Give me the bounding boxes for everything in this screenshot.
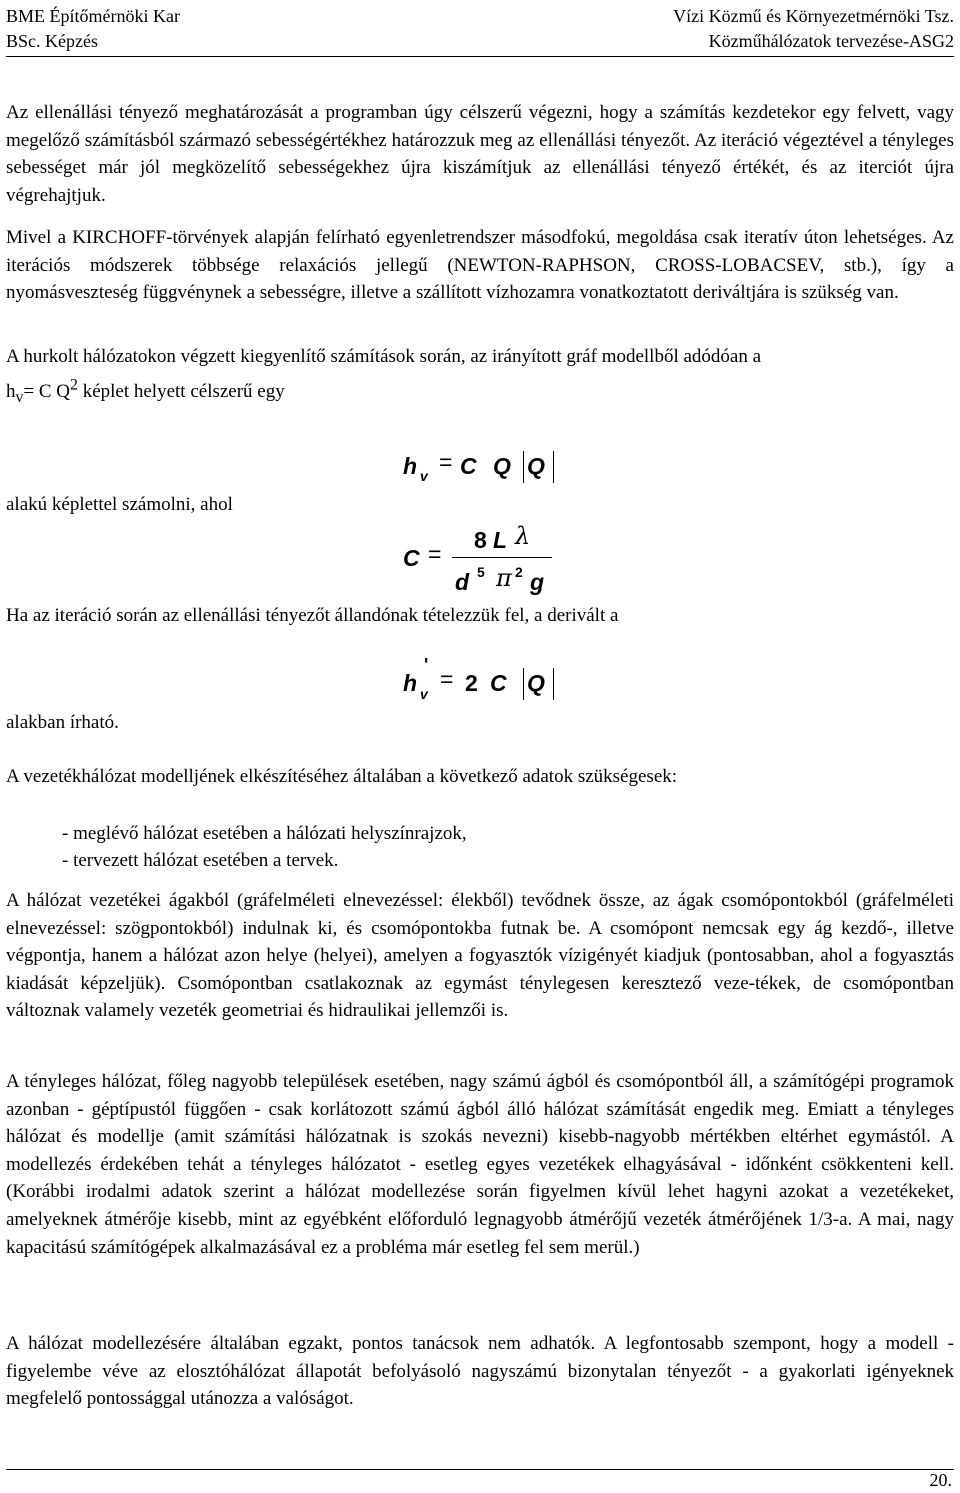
paragraph-1: Az ellenállási tényező meghatározását a programban úgy célszerű végezni, hogy a számítás kezdetekor egy felvett, vagy megelőző számításból származó sebességértékhez határozzuk meg az ellenállási tényezőt. Az iteráció végeztével a tényleges sebességet már jól megközelítő sebességekhez újra kiszámítjuk az ellenállási tényező értékét, és az iterciót újra végrehajtjuk. <box>6 102 954 206</box>
paragraph-3-line-1: A hurkolt hálózatokon végzett kiegyenlítő számítások során, az irányított gráf modellből adódóan a <box>6 346 762 367</box>
formula-1-label: alakú képlettel számolni, ahol <box>6 494 233 515</box>
page-number: 20. <box>929 1470 952 1490</box>
paragraph-7: A tényleges hálózat, főleg nagyobb települések esetében, nagy számú ágból és csomópontból áll, a számítógépi programok azonban - géptípustól függően - csak korlátozott számú ágból álló hálózat számítását engedik meg. Emiatt a tényleges hálózat és modellje (amit számítási hálózatnak is szokás nevezni) kisebb-nagyobb mértékben eltérhet egymástól. A modellezés érdekében tehát a tényleges hálózatot - esetleg egyes vezetékek elhagyásával - időnként csökkenteni kell. (Korábbi irodalmi adatok szerint a hálózat modellezése során figyelmen kívül lehet hagyni azokat a vezetékeket, amelyeknek átmérője kisebb, mint az egyébként előforduló legnagyobb átmérőjű vezeték átmérőjének 1/3-a. A mai, nagy kapacitású számítógépek alkalmazásával ez a probléma már esetleg fel sem merül.) <box>6 1071 954 1258</box>
data-requirements-list <box>62 820 467 874</box>
header-divider <box>6 56 954 57</box>
header-department: Vízi Közmű és Környezetmérnöki Tsz. <box>673 6 954 26</box>
paragraph-3-line-2: $h_v= C$ $Q^2$ képlet helyett célszerű egy <box>6 376 285 406</box>
header-program: BSc. Képzés <box>6 31 98 51</box>
header-faculty: BME Építőmérnöki Kar <box>6 6 180 26</box>
paragraph-5: A vezetékhálózat modelljének elkészítéséhez általában a következő adatok szükségesek: <box>6 766 678 787</box>
list-item: - meglévő hálózat esetében a hálózati helyszínrajzok, <box>62 823 467 844</box>
paragraph-4: Ha az iteráció során az ellenállási tényezőt állandónak tételezzük fel, a derivált a <box>6 605 619 626</box>
header-course: Közműhálózatok tervezése-ASG2 <box>708 31 954 51</box>
formula-3-label: alakban írható. <box>6 712 119 733</box>
paragraph-2: Mivel a KIRCHOFF-törvények alapján felírható egyenletrendszer másodfokú, megoldása csak iteratív úton lehetséges. Az iterációs módszerek többsége relaxációs jellegű (NEWTON-RAPHSON, CROSS-LOBACSEV, stb.), így a nyomásveszteség függvénynek a sebességre, illetve a szállított vízhozamra vonatkoztatott deriváltjára is szükség van. <box>6 227 954 304</box>
list-item: - tervezett hálózat esetében a tervek. <box>62 850 339 871</box>
footer-divider <box>6 1469 954 1470</box>
paragraph-6: A hálózat vezetékei ágakból (gráfelméleti elnevezéssel: élekből) tevődnek össze, az ágak csomópontokból (gráfelméleti elnevezéssel: szögpontokból) indulnak ki, és csomópontokba futnak be. A csomópont nemcsak egy ág kezdő-, illetve végpontja, hanem a hálózat azon helye (helyei), amelyen a fogyasztók vízigényét kiadjuk (pontosabban, ahol a fogyasztás kiadását képzeljük). Csomópontban csatlakoznak az egymást ténylegesen keresztező veze-tékek, de csomópontban változnak valamely vezeték geometriai és hidraulikai jellemzői is. <box>6 890 954 1022</box>
paragraph-8: A hálózat modellezésére általában egzakt, pontos tanácsok nem adhatók. A legfontosabb szempont, hogy a modell - figyelembe véve az elosztóhálózat állapotát befolyásoló nagyszámú bizonytalan tényezőt - a gyakorlati igényeknek megfelelő pontossággal utánozza a valóságot. <box>6 1333 954 1410</box>
page-header <box>6 4 954 54</box>
